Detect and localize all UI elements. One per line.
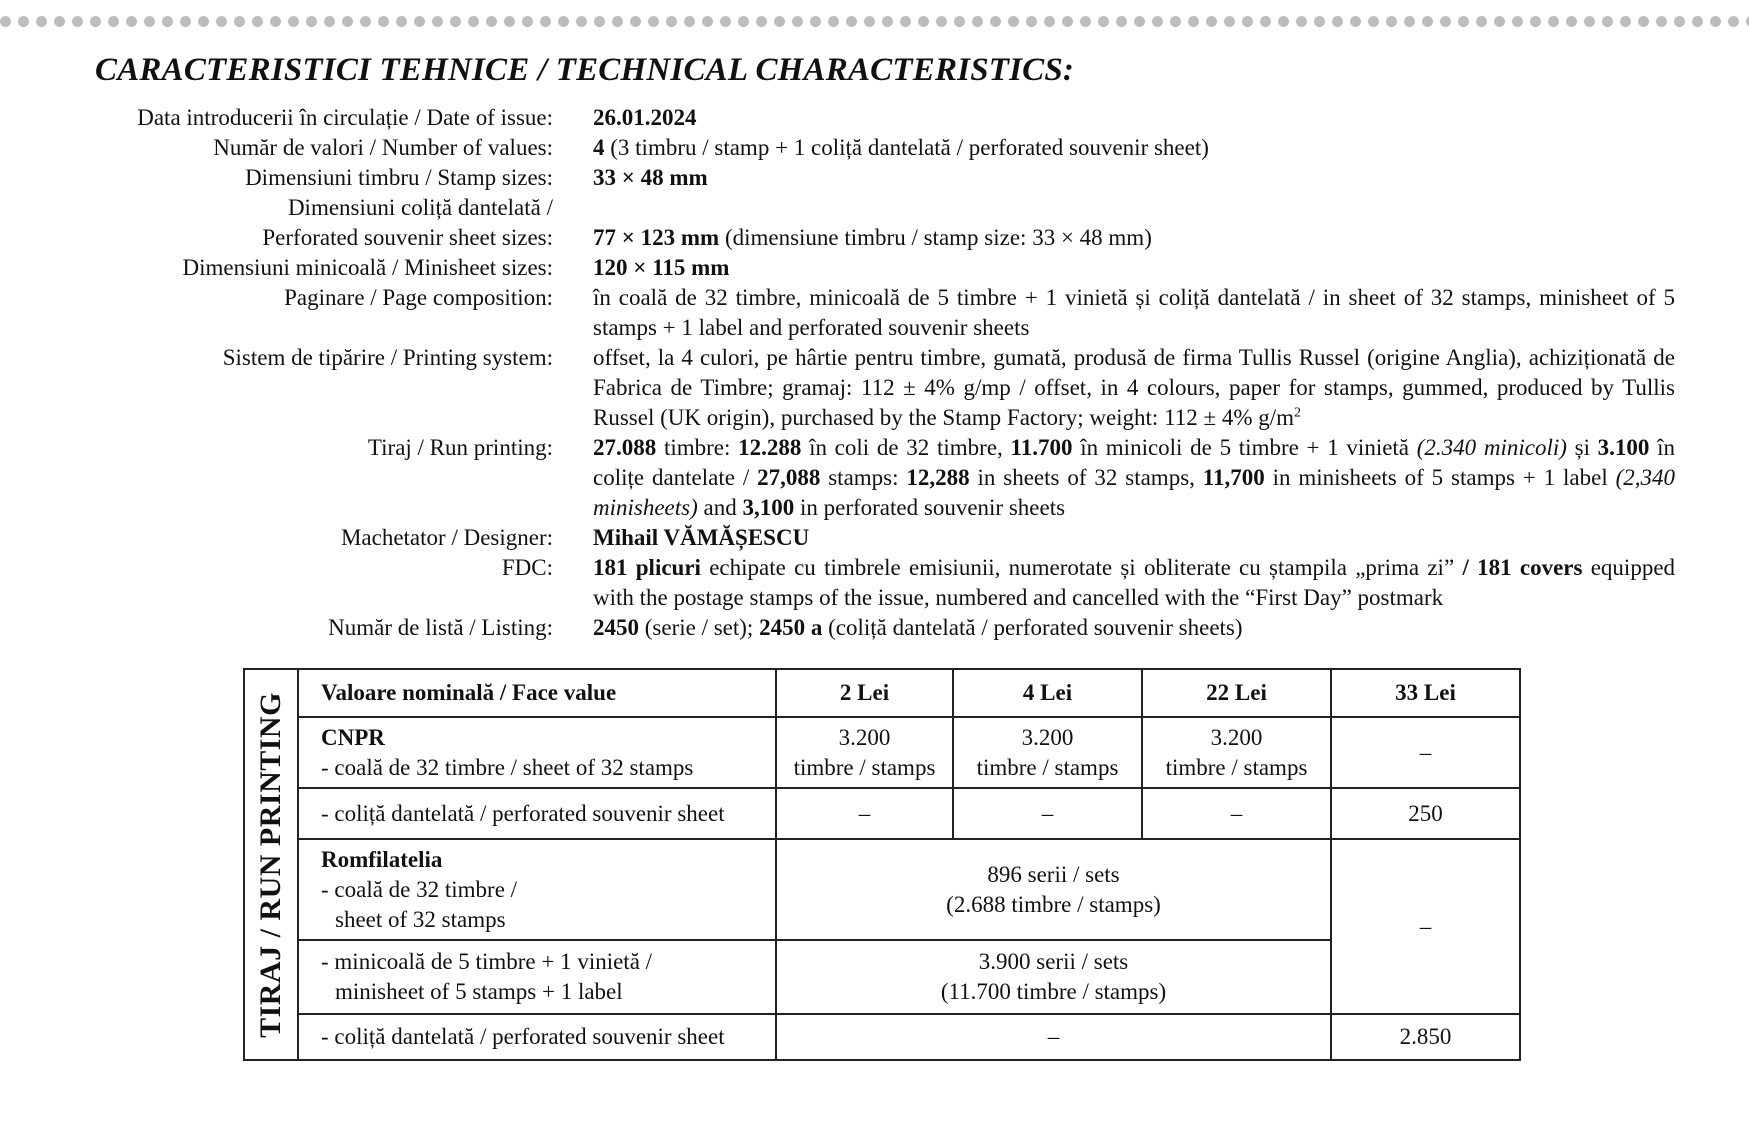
note: (2,340 minisheets)	[593, 465, 1675, 520]
perforation-dot	[792, 16, 803, 27]
table-row	[244, 788, 1520, 839]
spec-label: Dimensiuni timbru / Stamp sizes:	[245, 165, 553, 190]
perforation-dot	[702, 16, 713, 27]
cell-unit: timbre / stamps	[976, 754, 1119, 780]
spec-label: Tiraj / Run printing:	[367, 435, 553, 460]
text: stamps:	[820, 465, 907, 490]
row-desc: - minicoală de 5 timbre + 1 vinietă /	[321, 949, 653, 974]
perforation-dot	[576, 16, 587, 27]
perforation-dot	[360, 16, 371, 27]
text: în colițe dantelate /	[593, 435, 1676, 490]
cell-dash: –	[1142, 788, 1331, 839]
perforation-dot	[1368, 16, 1379, 27]
perforation-dot	[342, 16, 353, 27]
figure: 27,088	[757, 465, 821, 490]
perforation-dot	[486, 16, 497, 27]
spec-fdc	[0, 553, 1749, 613]
table-row	[244, 940, 1520, 1014]
spec-sheet-size-1	[0, 193, 1749, 223]
figure: 2450 a	[759, 615, 823, 640]
text: în minicoli de 5 timbre + 1 vinietă	[1072, 435, 1417, 460]
perforation-dot	[1350, 16, 1361, 27]
perforation-dot	[864, 16, 875, 27]
spec-values	[0, 133, 1749, 163]
perforation-dot	[108, 16, 119, 27]
spec-value: offset, la 4 culori, pe hârtie pentru timbre, gumată, produsă de firma Tullis Russel (origine Anglia), achiziționată de Fabrica de Timbre; gramaj: 112 ± 4% g/mp / offset, in 4 colours, paper for stamps, gummed, produced by Tullis Russel (UK origin), purchased by the Stamp Factory; weight: 112 ± 4% g/m	[593, 345, 1675, 430]
row-group-title: CNPR	[321, 724, 385, 750]
figure: 181 plicuri	[593, 555, 701, 580]
perforation-dot	[1584, 16, 1595, 27]
spec-value: 77 × 123 mm	[593, 225, 720, 250]
text: and	[697, 495, 743, 520]
spec-label: FDC:	[501, 555, 553, 580]
perforation-dot	[432, 16, 443, 27]
superscript: 2	[1294, 405, 1302, 421]
perforation-dot	[1458, 16, 1469, 27]
face-value-header: Valoare nominală / Face value	[321, 680, 617, 705]
perforation-edge	[0, 16, 1749, 28]
spec-value	[593, 613, 1675, 643]
cell-value: 2.850	[1331, 1014, 1520, 1060]
perforation-dot	[252, 16, 263, 27]
perforation-dot	[900, 16, 911, 27]
spec-value	[593, 433, 1675, 523]
perforation-dot	[936, 16, 947, 27]
perforation-dot	[1440, 16, 1451, 27]
perforation-dot	[1386, 16, 1397, 27]
perforation-dot	[1242, 16, 1253, 27]
perforation-dot	[1548, 16, 1559, 27]
table-row	[244, 1014, 1520, 1060]
perforation-dot	[594, 16, 605, 27]
perforation-dot	[1404, 16, 1415, 27]
perforation-dot	[630, 16, 641, 27]
spec-label: Număr de listă / Listing:	[328, 615, 553, 640]
perforation-dot	[1512, 16, 1523, 27]
perforation-dot	[1224, 16, 1235, 27]
perforation-dot	[738, 16, 749, 27]
perforation-dot	[162, 16, 173, 27]
value-header-2-lei: 2 Lei	[839, 680, 890, 705]
value-header-22-lei: 22 Lei	[1206, 680, 1267, 705]
text: equipped with the postage stamps of the issue, numbered and cancelled with the “First Day” postmark	[593, 555, 1676, 610]
figure: 3,100	[742, 495, 795, 520]
perforation-dot	[306, 16, 317, 27]
row-desc: - coliță dantelată / perforated souvenir sheet	[298, 788, 776, 839]
text: echipate cu timbrele emisiunii, numerotate și obliterate cu ștampila „prima zi”	[700, 555, 1463, 580]
perforation-dot	[378, 16, 389, 27]
spec-value-detail: (dimensiune timbru / stamp size: 33 × 48 mm)	[719, 225, 1152, 250]
perforation-dot	[126, 16, 137, 27]
cell-stamps: (2.688 timbre / stamps)	[946, 891, 1161, 917]
perforation-dot	[990, 16, 1001, 27]
perforation-dot	[1098, 16, 1109, 27]
figure: 3.100	[1597, 435, 1650, 460]
perforation-dot	[882, 16, 893, 27]
spec-sheet-size	[0, 223, 1749, 253]
value-header-4-lei: 4 Lei	[1022, 680, 1073, 705]
cell-unit: timbre / stamps	[793, 754, 936, 780]
spec-label: Machetator / Designer:	[340, 525, 553, 550]
text: in minisheets of 5 stamps + 1 label	[1264, 465, 1616, 490]
table-header-row	[244, 669, 1520, 717]
perforation-dot	[1638, 16, 1649, 27]
spec-run-printing	[0, 433, 1749, 523]
spec-minisheet	[0, 253, 1749, 283]
perforation-dot	[288, 16, 299, 27]
perforation-dot	[972, 16, 983, 27]
perforation-dot	[828, 16, 839, 27]
perforation-dot	[1026, 16, 1037, 27]
perforation-dot	[1620, 16, 1631, 27]
spec-value: 4	[593, 135, 605, 160]
perforation-dot	[612, 16, 623, 27]
text: (serie / set);	[639, 615, 760, 640]
perforation-dot	[756, 16, 767, 27]
perforation-dot	[1692, 16, 1703, 27]
perforation-dot	[1152, 16, 1163, 27]
spec-value: în coală de 32 timbre, minicoală de 5 timbre + 1 vinietă și coliță dantelată / in sheet of 32 stamps, minisheet of 5 stamps + 1 label and perforated souvenir sheets	[593, 285, 1675, 340]
perforation-dot	[1710, 16, 1721, 27]
page-title: CARACTERISTICI TEHNICE / TECHNICAL CHARACTERISTICS:	[95, 52, 1075, 88]
spec-label: Dimensiuni coliță dantelată /	[287, 195, 553, 220]
text: in sheets of 32 stamps,	[969, 465, 1203, 490]
perforation-dot	[0, 16, 11, 27]
spec-printing	[0, 343, 1749, 433]
text: in perforated souvenir sheets	[794, 495, 1066, 520]
spec-value-detail: (3 timbru / stamp + 1 coliță dantelată / perforated souvenir sheet)	[604, 135, 1209, 160]
cell-count: 3.200	[1210, 724, 1263, 750]
row-desc: - coală de 32 timbre /	[321, 876, 518, 902]
text: (coliță dantelată / perforated souvenir sheets)	[822, 615, 1243, 640]
perforation-dot	[1494, 16, 1505, 27]
cell-unit: timbre / stamps	[1165, 754, 1308, 780]
perforation-dot	[648, 16, 659, 27]
figure: 27.088	[593, 435, 657, 460]
perforation-dot	[774, 16, 785, 27]
figure: 12,288	[906, 465, 970, 490]
table-row	[244, 717, 1520, 788]
text: timbre:	[656, 435, 739, 460]
spec-label: Data introducerii în circulație / Date of issue:	[137, 105, 553, 130]
cell-count: 3.200	[838, 724, 891, 750]
perforation-dot	[324, 16, 335, 27]
vertical-label: TIRAJ / RUN PRINTING	[254, 691, 287, 1038]
note: (2.340 minicoli)	[1416, 435, 1567, 460]
perforation-dot	[1062, 16, 1073, 27]
perforation-dot	[270, 16, 281, 27]
perforation-dot	[450, 16, 461, 27]
perforation-dot	[720, 16, 731, 27]
spec-value: 26.01.2024	[593, 105, 697, 130]
perforation-dot	[1602, 16, 1613, 27]
perforation-dot	[90, 16, 101, 27]
perforation-dot	[1206, 16, 1217, 27]
text: în coli de 32 timbre,	[801, 435, 1011, 460]
figure: 11.700	[1010, 435, 1073, 460]
spec-label: Dimensiuni minicoală / Minisheet sizes:	[182, 255, 553, 280]
perforation-dot	[1278, 16, 1289, 27]
cell-count: 3.200	[1021, 724, 1074, 750]
perforation-dot	[1332, 16, 1343, 27]
perforation-dot	[1188, 16, 1199, 27]
text: și	[1566, 435, 1598, 460]
spec-label: Perforated souvenir sheet sizes:	[262, 225, 553, 250]
perforation-dot	[1080, 16, 1091, 27]
spec-label: Sistem de tipărire / Printing system:	[222, 345, 553, 370]
perforation-dot	[18, 16, 29, 27]
perforation-dot	[1530, 16, 1541, 27]
cell-dash: –	[776, 788, 953, 839]
row-desc: - coliță dantelată / perforated souvenir sheet	[298, 1014, 776, 1060]
perforation-dot	[1044, 16, 1055, 27]
spec-value: 33 × 48 mm	[593, 165, 708, 190]
perforation-dot	[180, 16, 191, 27]
perforation-dot	[846, 16, 857, 27]
perforation-dot	[1008, 16, 1019, 27]
perforation-dot	[72, 16, 83, 27]
perforation-dot	[36, 16, 47, 27]
row-desc: - coală de 32 timbre / sheet of 32 stamps	[321, 754, 694, 780]
spec-date	[0, 103, 1749, 133]
cell-value: 250	[1331, 788, 1520, 839]
cell-sets: 896 serii / sets	[987, 861, 1120, 887]
perforation-dot	[1170, 16, 1181, 27]
perforation-dot	[1476, 16, 1487, 27]
perforation-dot	[1260, 16, 1271, 27]
perforation-dot	[1296, 16, 1307, 27]
spec-value	[593, 553, 1675, 613]
perforation-dot	[1422, 16, 1433, 27]
row-desc: minisheet of 5 stamps + 1 label	[335, 979, 623, 1004]
cell-dash: –	[953, 788, 1142, 839]
spec-label: Număr de valori / Number of values:	[213, 135, 553, 160]
figure: 11,700	[1202, 465, 1265, 490]
figure: 2450	[593, 615, 639, 640]
spec-listing	[0, 613, 1749, 643]
cell-dash: –	[1331, 839, 1520, 1014]
perforation-dot	[1116, 16, 1127, 27]
perforation-dot	[954, 16, 965, 27]
perforation-dot	[468, 16, 479, 27]
perforation-dot	[54, 16, 65, 27]
value-header-33-lei: 33 Lei	[1395, 680, 1456, 705]
row-group-title: Romfilatelia	[321, 846, 443, 872]
spec-designer	[0, 523, 1749, 553]
spec-value: Mihail VĂMĂȘESCU	[593, 525, 810, 550]
perforation-dot	[198, 16, 209, 27]
perforation-dot	[558, 16, 569, 27]
figure: 12.288	[738, 435, 802, 460]
perforation-dot	[1314, 16, 1325, 27]
row-desc: sheet of 32 stamps	[335, 906, 506, 932]
perforation-dot	[918, 16, 929, 27]
perforation-dot	[1134, 16, 1145, 27]
spec-label: Paginare / Page composition:	[284, 285, 553, 310]
table-row	[244, 839, 1520, 940]
spec-value: 120 × 115 mm	[593, 255, 730, 280]
perforation-dot	[504, 16, 515, 27]
perforation-dot	[684, 16, 695, 27]
cell-stamps: (11.700 timbre / stamps)	[940, 979, 1167, 1004]
figure: / 181 covers	[1462, 555, 1583, 580]
perforation-dot	[396, 16, 407, 27]
perforation-dot	[540, 16, 551, 27]
perforation-dot	[810, 16, 821, 27]
spec-stamp-size	[0, 163, 1749, 193]
perforation-dot	[1674, 16, 1685, 27]
technical-specs	[0, 103, 1749, 643]
cell-dash: –	[776, 1014, 1331, 1060]
perforation-dot	[414, 16, 425, 27]
perforation-dot	[144, 16, 155, 27]
perforation-dot	[1656, 16, 1667, 27]
perforation-dot	[1728, 16, 1739, 27]
perforation-dot	[1566, 16, 1577, 27]
vertical-label-cell	[244, 669, 298, 1060]
perforation-dot	[522, 16, 533, 27]
cell-dash: –	[1331, 717, 1520, 788]
run-printing-table	[243, 668, 1521, 1061]
perforation-dot	[666, 16, 677, 27]
spec-page-composition	[0, 283, 1749, 343]
perforation-dot	[216, 16, 227, 27]
perforation-dot	[234, 16, 245, 27]
cell-sets: 3.900 serii / sets	[978, 949, 1129, 974]
